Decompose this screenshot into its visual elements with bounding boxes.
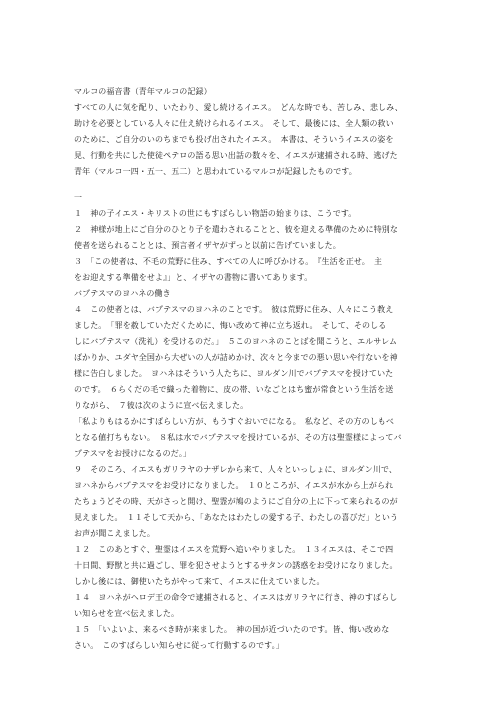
- body-line: りながら、 ７彼は次のように宣べ伝えました。: [74, 401, 249, 410]
- body-line: のです。 ６らくだの毛で織った着物に、皮の帯、いなごとはち蜜が常食という生活を送: [74, 385, 394, 394]
- body-line: しかし後には、御使いたちがやって来て、イエスに仕えていました。: [74, 577, 325, 586]
- body-line: １５ 「いよいよ、来るべき時が来ました。 神の国が近づいたのです。皆、悔い改めな: [74, 625, 390, 634]
- body-line: しにバプテスマ（洗礼）を受けるのだ。」 ５このヨハネのことばを聞こうと、エルサレム: [74, 337, 398, 346]
- body-line: さい。 このすばらしい知らせに従って行動するのです。」: [74, 641, 284, 650]
- chapter-marker: 一: [74, 193, 83, 202]
- body-line: ３ 「この使者は、不毛の荒野に住み、すべての人に呼びかける。 『生活を正せ。 主: [74, 257, 383, 266]
- intro-line: 助けを必要としている人々に仕え続けられるイエス。 そして、最後には、全人類の救い: [74, 119, 394, 128]
- section-gap: [74, 180, 430, 190]
- chapter-body: [74, 206, 430, 654]
- body-line: 様に告白しました。 ヨハネはそういう人たちに、ヨルダン川でバプテスマを授けていた: [74, 369, 394, 378]
- intro-line: 青年（マルコ一四・五一、五二）と思われているマルコが記録したものです。: [74, 167, 357, 176]
- body-line: １ 神の子イエス・キリストの世にもすばらしい物語の始まりは、こうです。: [74, 209, 357, 218]
- body-line: プテスマをお授けになるのだ。」: [74, 449, 192, 458]
- document-page: [74, 84, 430, 654]
- body-line: ました。 「罪を赦していただくために、悔い改めて神に立ち返れ。 そして、そのしる: [74, 321, 387, 330]
- body-line: い知らせを宣べ伝えました。: [74, 609, 180, 618]
- intro-paragraph: [74, 100, 430, 180]
- body-line: 十日間、野獣と共に過ごし、罪を犯させようとするサタンの誘惑をお受けになりました。: [74, 561, 398, 570]
- body-line: たちょうどその時、天がさっと開け、聖霊が鳩のようにご自分の上に下って来られるのが: [74, 497, 398, 506]
- body-line: バプテスマのヨハネの働き: [74, 289, 171, 298]
- body-line: ２ 神様が地上にご自分のひとり子を遣わされることと、彼を迎える準備のために特別な: [74, 225, 398, 234]
- body-line: ヨハネからバプテスマをお受けになりました。 １０ところが、イエスが水から上がられ: [74, 481, 394, 490]
- body-line: ばかりか、ユダヤ全国から大ぜいの人が詰めかけ、次々と今までの悪い思いや行ないを神: [74, 353, 398, 362]
- body-line: となる値打ちもない。 ８私は水でバプテスマを授けているが、その方は聖霊様によってバ: [74, 433, 402, 442]
- body-line: １４ ヨハネがヘロデ王の命令で逮捕されると、イエスはガリラヤに行き、神のすばらし: [74, 593, 398, 602]
- intro-line: すべての人に気を配り、いたわり、愛し続けるイエス。 どんな時でも、苦しみ、悲しみ、: [74, 103, 403, 112]
- intro-line: 見、行動を共にした使徒ペテロの語る思い出話の数々を、イエスが逮捕される時、逃げた: [74, 151, 398, 160]
- intro-line: のために、ご自分のいのちまでも投げ出されたイエス。 本書は、そういうイエスの姿を: [74, 135, 394, 144]
- body-line: をお迎えする準備をせよ』」と、イザヤの書物に書いてあります。: [74, 273, 313, 282]
- body-line: 「私よりもはるかにすばらしい方が、もうすぐおいでになる。 私など、その方のしもべ: [74, 417, 394, 426]
- body-line: 使者を送られることとは、預言者イザヤがずっと以前に告げていました。: [74, 241, 341, 250]
- body-line: ４ この使者とは、バプテスマのヨハネのことです。 彼は荒野に住み、人々にこう教え: [74, 305, 394, 314]
- body-line: ９ そのころ、イエスもガリラヤのナザレから来て、人々といっしょに、ヨルダン川で、: [74, 465, 397, 474]
- document-title: マルコの福音書（青年マルコの記録）: [74, 87, 212, 96]
- body-line: お声が聞こえました。: [74, 529, 155, 538]
- body-line: 見えました。 １１そして天から、「あなたはわたしの愛する子、わたしの喜びだ」という: [74, 513, 399, 522]
- body-line: １２ このあとすぐ、聖霊はイエスを荒野へ追いやりました。 １３イエスは、そこで四: [74, 545, 394, 554]
